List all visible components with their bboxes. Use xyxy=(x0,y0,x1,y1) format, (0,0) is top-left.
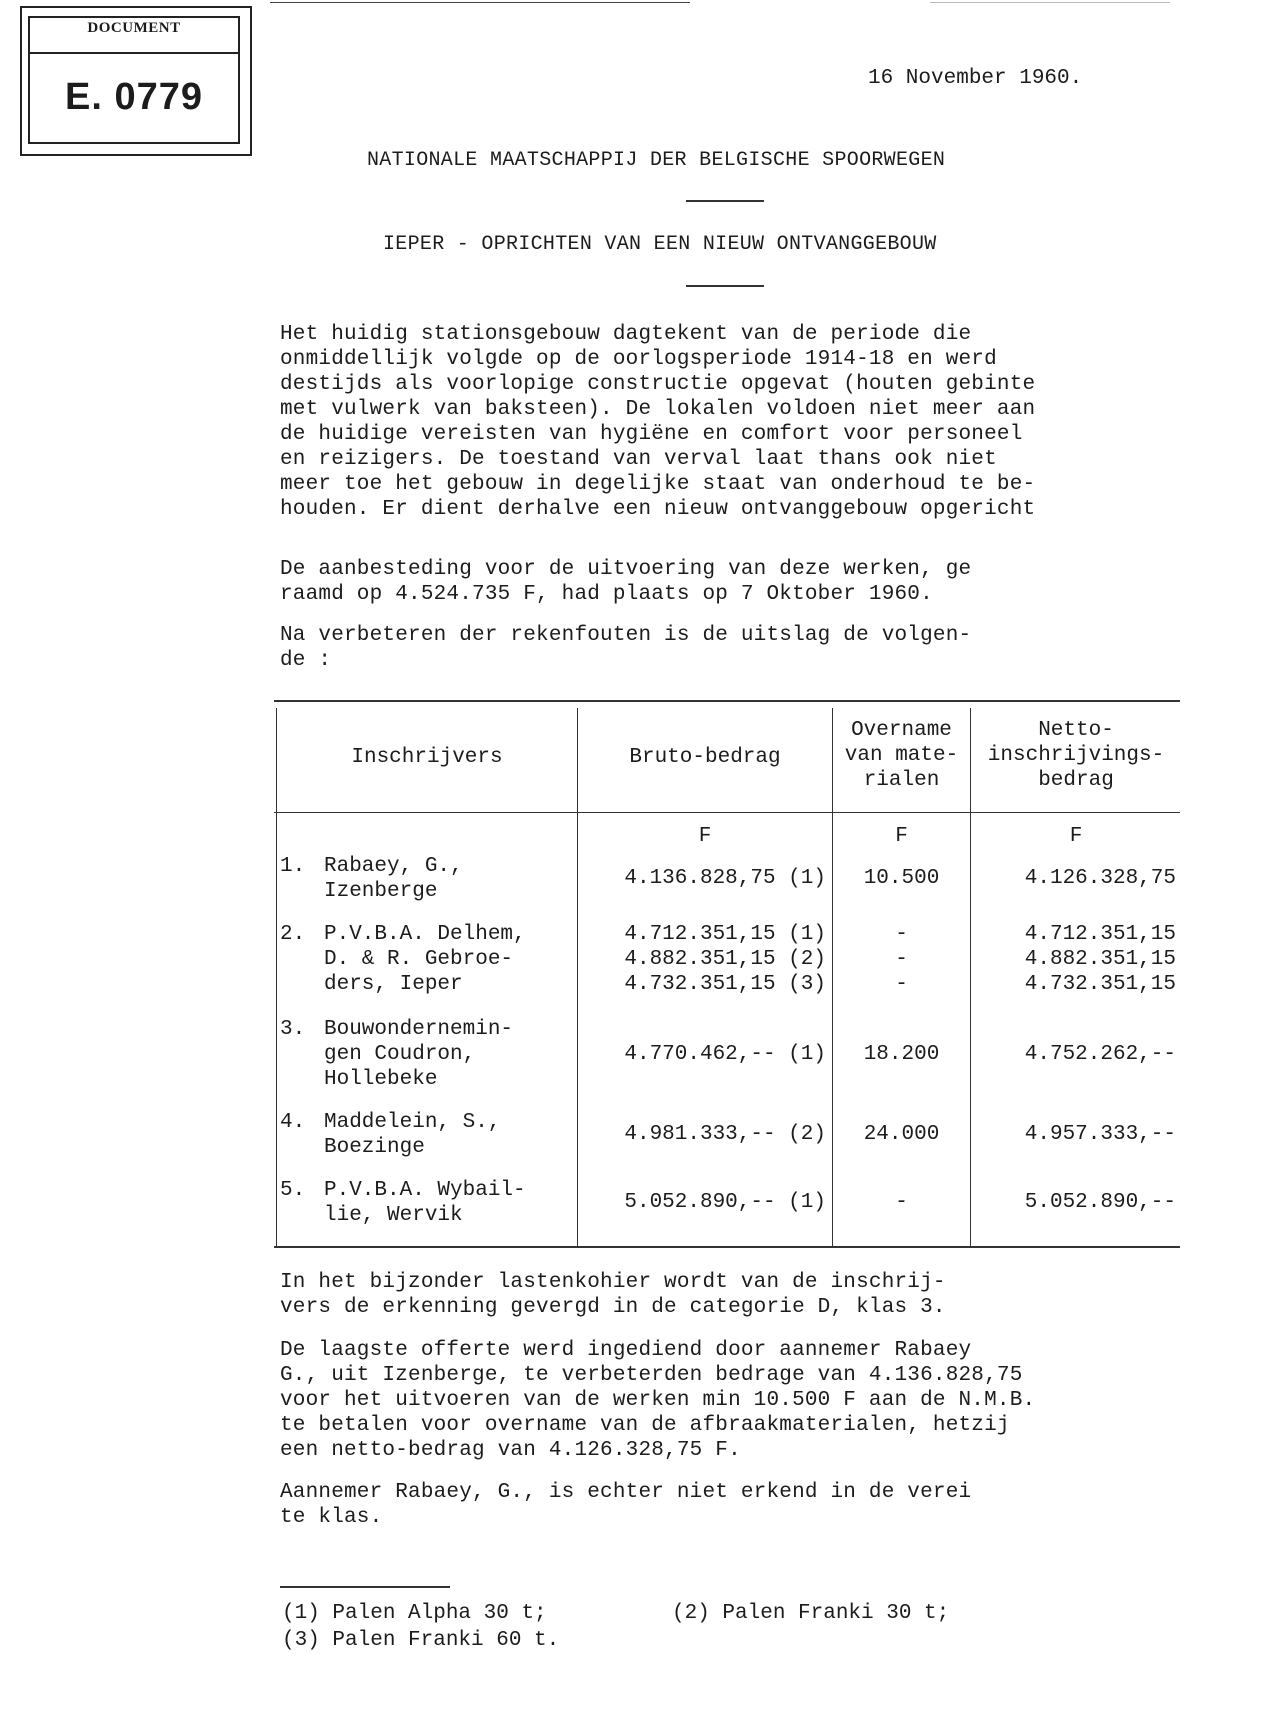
netto-amount: 4.126.328,75 xyxy=(1024,867,1176,890)
netto-amount: 4.712.351,15 4.882.351,15 4.732.351,15 xyxy=(1024,923,1176,996)
heading-rule xyxy=(686,200,764,202)
paragraph-6: Aannemer Rabaey, G., is echter niet erkend in de verei te klas. xyxy=(280,1481,972,1529)
header-netto: Netto- inschrijvings- bedrag xyxy=(987,719,1165,792)
row-number: 1. xyxy=(280,855,306,878)
unit-overname: F xyxy=(895,825,908,848)
paragraph-3: Na verbeteren der rekenfouten is de uitslag de volgen- de : xyxy=(280,624,972,672)
bruto-amount: 5.052.890,-- (1) xyxy=(624,1191,826,1214)
table-top-rule xyxy=(274,700,1180,702)
footnote-3: (3) Palen Franki 60 t. xyxy=(282,1629,560,1652)
bruto-amount: 4.770.462,-- (1) xyxy=(624,1043,826,1066)
table-column-rule xyxy=(577,708,578,1248)
top-edge-rule xyxy=(270,2,690,3)
row-number: 2. xyxy=(280,923,306,946)
netto-amount: 4.957.333,-- xyxy=(1024,1123,1176,1146)
top-edge-rule xyxy=(930,2,1170,3)
row-number: 5. xyxy=(280,1179,306,1202)
overname-amount: 24.000 xyxy=(863,1123,940,1146)
overname-amount: - - - xyxy=(895,923,908,996)
bruto-amount: 4.981.333,-- (2) xyxy=(624,1123,826,1146)
table-column-rule xyxy=(970,708,971,1248)
unit-bruto: F xyxy=(698,825,712,848)
stamp-label: DOCUMENT xyxy=(87,20,181,36)
footnote-2: (2) Palen Franki 30 t; xyxy=(672,1602,950,1625)
footnote-1: (1) Palen Alpha 30 t; xyxy=(282,1602,547,1625)
overname-amount: - xyxy=(895,1191,908,1214)
bruto-amount: 4.712.351,15 (1) 4.882.351,15 (2) 4.732.351,15 (3) xyxy=(624,923,826,996)
heading-rule xyxy=(686,285,764,287)
table-header-rule xyxy=(274,812,1180,813)
tenderer-name: Maddelein, S., Boezinge xyxy=(324,1111,501,1159)
paragraph-2: De aanbesteding voor de uitvoering van deze werken, ge raamd op 4.524.735 F, had plaats op 7 Oktober 1960. xyxy=(280,558,972,606)
tenderer-name: P.V.B.A. Wybail- lie, Wervik xyxy=(324,1179,526,1227)
netto-amount: 5.052.890,-- xyxy=(1024,1191,1176,1214)
organization-heading: NATIONALE MAATSCHAPPIJ DER BELGISCHE SPOORWEGEN xyxy=(367,149,946,172)
table-column-rule xyxy=(276,708,277,1248)
row-number: 3. xyxy=(280,1018,306,1041)
overname-amount: 18.200 xyxy=(863,1043,940,1066)
netto-amount: 4.752.262,-- xyxy=(1024,1043,1176,1066)
paragraph-5: De laagste offerte werd ingediend door aannemer Rabaey G., uit Izenberge, te verbeterden bedrage van 4.136.828,75 voor het uitvoeren van de werken min 10.500 F aan de N.M.B. te betalen voor overname van de afbraakmaterialen, hetzij een netto-bedrag van 4.126.328,75 F. xyxy=(280,1339,1036,1462)
overname-amount: 10.500 xyxy=(863,867,940,890)
paragraph-1: Het huidig stationsgebouw dagtekent van de periode die onmiddellijk volgde op de oorlogsperiode 1914-18 en werd destijds als voorlopige constructie opgevat (houten gebinte met vulwerk van baksteen). De lokalen voldoen niet meer aan de huidige vereisten van hygiëne en comfort voor personeel en reizigers. De toestand van verval laat thans ook niet meer toe het gebouw in degelijke staat van onderhoud te be- houden. Er dient derhalve een nieuw ontvanggebouw opgericht xyxy=(280,323,1036,521)
document-date: 16 November 1960. xyxy=(868,67,1083,90)
table-column-rule xyxy=(832,708,833,1248)
row-number: 4. xyxy=(280,1111,306,1134)
header-inschrijvers: Inschrijvers xyxy=(351,746,503,769)
unit-netto: F xyxy=(1069,825,1083,848)
table-bottom-rule xyxy=(274,1246,1180,1248)
subject-heading: IEPER - OPRICHTEN VAN EEN NIEUW ONTVANGGEBOUW xyxy=(383,233,937,256)
header-bruto-bedrag: Bruto-bedrag xyxy=(629,746,781,769)
footnote-rule xyxy=(280,1586,450,1588)
tenderer-name: P.V.B.A. Delhem, D. & R. Gebroe- ders, Ieper xyxy=(324,923,526,996)
tender-results-table xyxy=(274,700,1180,1248)
paragraph-4: In het bijzonder lastenkohier wordt van de inschrij- vers de erkenning gevergd in de categorie D, klas 3. xyxy=(280,1271,946,1319)
stamp-code: E. 0779 xyxy=(65,76,203,118)
tenderer-name: Bouwondernemin- gen Coudron, Hollebeke xyxy=(324,1018,514,1091)
header-overname: Overname van mate- rialen xyxy=(844,719,959,792)
stamp-divider xyxy=(28,52,240,54)
document-stamp xyxy=(20,6,250,154)
bruto-amount: 4.136.828,75 (1) xyxy=(624,867,826,890)
tenderer-name: Rabaey, G., Izenberge xyxy=(324,855,463,903)
